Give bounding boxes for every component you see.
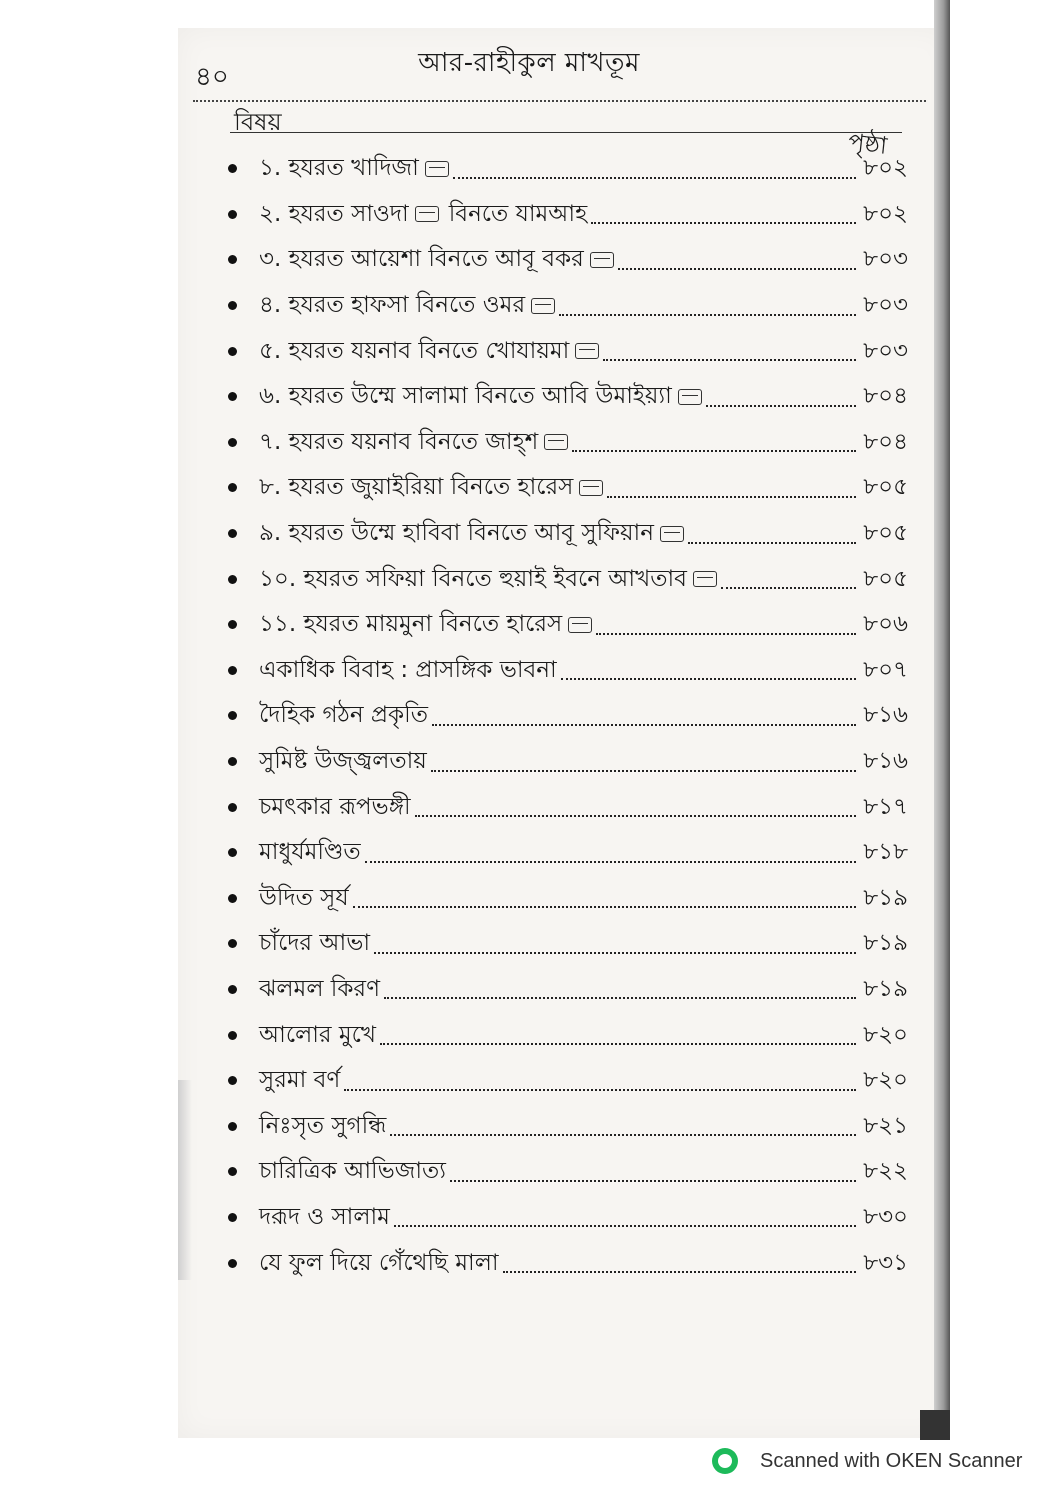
toc-entry: [228, 784, 908, 830]
toc-entry: [228, 830, 908, 876]
toc-entry-title-text: যে ফুল দিয়ে গেঁথেছি মালা: [259, 1249, 499, 1276]
toc-entry-title-text: চারিত্রিক আভিজাত্য: [259, 1158, 446, 1185]
toc-entry-title-text: সুরমা বর্ণ: [259, 1067, 341, 1094]
toc-entry-title-text: ১. হযরত খাদিজা: [259, 155, 419, 182]
toc-entry-page: ৮৩০: [863, 1203, 908, 1230]
dot-leader: [618, 250, 856, 270]
toc-entry-title: [259, 696, 428, 735]
toc-entry-page: ৮২১: [863, 1112, 908, 1139]
dot-leader: [353, 888, 856, 908]
toc-entry: [228, 876, 908, 922]
honorific-ligature-icon: [575, 343, 599, 359]
dot-leader: [591, 204, 856, 224]
toc-entry: [228, 1240, 908, 1286]
toc-entry-title: [259, 286, 555, 325]
dot-leader: [390, 1116, 856, 1136]
honorific-ligature-icon: [568, 617, 592, 633]
toc-entry-title: [259, 924, 370, 963]
toc-entry-title-text: দৈহিক গঠন প্রকৃতি: [259, 702, 428, 729]
toc-entry: [228, 420, 908, 466]
toc-entry-title: [259, 742, 427, 781]
bullet-icon: [228, 939, 237, 948]
toc-entry: [228, 556, 908, 602]
dot-leader: [559, 296, 856, 316]
toc-entry-title: [259, 651, 557, 690]
toc-entry-title: [259, 1107, 386, 1146]
table-of-contents: [228, 146, 908, 1286]
toc-entry-page: ৮০৩: [863, 246, 908, 273]
bullet-icon: [228, 392, 237, 401]
toc-entry-title: [259, 514, 684, 553]
toc-entry-title-text: নিঃসৃত সুগন্ধি: [259, 1112, 387, 1139]
toc-entry: [228, 283, 908, 329]
bullet-icon: [228, 575, 237, 584]
toc-entry: [228, 237, 908, 283]
dot-leader: [603, 341, 856, 361]
dot-leader: [380, 1025, 856, 1045]
toc-entry-page: ৮০৫: [863, 565, 908, 592]
toc-entry-title-text: মাধুর্যমণ্ডিত: [259, 839, 361, 866]
toc-entry: [228, 192, 908, 238]
bullet-icon: [228, 529, 237, 538]
dot-leader: [706, 387, 856, 407]
toc-entry-page: ৮২২: [863, 1158, 908, 1185]
bullet-icon: [228, 1167, 237, 1176]
toc-entry-title-text: চমৎকার রূপভঙ্গী: [259, 793, 411, 820]
toc-entry-title-text: ১০. হযরত সফিয়া বিনতে হুয়াই ইবনে আখতাব: [259, 565, 687, 592]
toc-entry: [228, 693, 908, 739]
toc-entry-title-text: ৮. হযরত জুয়াইরিয়া বিনতে হারেস: [259, 474, 574, 501]
dot-leader: [503, 1253, 856, 1273]
bullet-icon: [228, 894, 237, 903]
bullet-icon: [228, 803, 237, 812]
toc-entry-title: [259, 788, 411, 827]
toc-entry-title-text: দরূদ ও সালাম: [259, 1203, 390, 1230]
dot-leader: [450, 1162, 856, 1182]
toc-entry-title-text: ৭. হযরত যয়নাব বিনতে জাহ্‌শ: [259, 428, 539, 455]
toc-entry-page: ৮১৬: [863, 702, 908, 729]
toc-entry-page: ৮১৯: [863, 930, 908, 957]
dot-leader: [453, 159, 856, 179]
toc-entry-title-text: ঝলমল কিরণ: [259, 975, 380, 1002]
toc-entry-title-text: ২. হযরত সাওদা: [259, 200, 409, 227]
toc-entry-title-text: ৪. হযরত হাফসা বিনতে ওমর: [259, 292, 526, 319]
toc-entry-page: ৮২০: [863, 1021, 908, 1048]
toc-entry-page: ৮০২: [863, 155, 908, 182]
page-corner-shadow: [920, 1410, 950, 1440]
toc-entry-page: ৮৩১: [863, 1249, 908, 1276]
toc-entry-page: ৮১৯: [863, 884, 908, 911]
bullet-icon: [228, 1213, 237, 1222]
toc-entry-title-text: আলোর মুখে: [259, 1021, 376, 1048]
bullet-icon: [228, 164, 237, 173]
dot-leader: [561, 660, 856, 680]
toc-entry-title: [259, 332, 599, 371]
dot-leader: [365, 843, 856, 863]
toc-entry-page: ৮০২: [863, 200, 908, 227]
toc-entry-page: ৮০৫: [863, 520, 908, 547]
honorific-ligature-icon: [660, 526, 684, 542]
toc-entry-title: [259, 240, 614, 279]
bullet-icon: [228, 1031, 237, 1040]
honorific-ligature-icon: [415, 206, 439, 222]
toc-entry: [228, 967, 908, 1013]
toc-entry-page: ৮০৪: [863, 428, 908, 455]
toc-entry-title: [259, 560, 717, 599]
toc-entry-title-suffix: বিনতে যামআহ: [448, 200, 588, 227]
honorific-ligature-icon: [531, 298, 555, 314]
bullet-icon: [228, 711, 237, 720]
column-heading-subject: বিষয়: [234, 108, 282, 136]
toc-entry-title: [259, 149, 449, 188]
toc-entry-title-text: ৬. হযরত উম্মে সালামা বিনতে আবি উমাইয়্যা: [259, 383, 672, 410]
page-shadow: [178, 1080, 192, 1280]
toc-entry: [228, 374, 908, 420]
toc-entry: [228, 921, 908, 967]
toc-entry-title-text: সুমিষ্ট উজ্জ্বলতায়: [259, 748, 427, 775]
column-heading-page: পৃষ্ঠা: [846, 128, 889, 160]
bullet-icon: [228, 483, 237, 492]
bullet-icon: [228, 666, 237, 675]
page-edge: [934, 0, 950, 1440]
toc-entry-title-text: ৫. হযরত যয়নাব বিনতে খোযায়মা: [259, 337, 570, 364]
toc-entry: [228, 1012, 908, 1058]
bullet-icon: [228, 210, 237, 219]
toc-entry: [228, 602, 908, 648]
toc-entry-title-text: উদিত সূর্য: [259, 884, 349, 911]
toc-entry-title: [259, 1244, 499, 1283]
header-rule: [193, 100, 926, 102]
toc-entry-page: ৮০৬: [863, 611, 908, 638]
bullet-icon: [228, 1122, 237, 1131]
honorific-ligature-icon: [678, 389, 702, 405]
toc-entry: [228, 1058, 908, 1104]
toc-entry-title: [259, 970, 380, 1009]
bullet-icon: [228, 1076, 237, 1085]
bullet-icon: [228, 438, 237, 447]
toc-entry-title: [259, 377, 702, 416]
toc-entry-title: [259, 1061, 340, 1100]
toc-entry-title: [259, 1016, 376, 1055]
dot-leader: [394, 1207, 856, 1227]
toc-entry-title: [259, 605, 592, 644]
dot-leader: [572, 432, 856, 452]
toc-entry-page: ৮০৩: [863, 292, 908, 319]
toc-entry-title: [259, 1198, 390, 1237]
honorific-ligature-icon: [693, 571, 717, 587]
toc-entry-title: [259, 879, 349, 918]
running-title: আর-রাহীকুল মাখতূম: [418, 48, 640, 78]
honorific-ligature-icon: [579, 480, 603, 496]
bullet-icon: [228, 255, 237, 264]
toc-entry-page: ৮০৩: [863, 337, 908, 364]
toc-entry-page: ৮০৪: [863, 383, 908, 410]
scanner-logo-icon: [712, 1448, 738, 1474]
bullet-icon: [228, 985, 237, 994]
toc-entry: [228, 146, 908, 192]
column-heading-rule: [230, 132, 902, 133]
dot-leader: [688, 524, 856, 544]
honorific-ligature-icon: [590, 252, 614, 268]
toc-entry-title-text: চাঁদের আভা: [259, 930, 371, 957]
bullet-icon: [228, 757, 237, 766]
dot-leader: [607, 478, 856, 498]
toc-entry-page: ৮২০: [863, 1067, 908, 1094]
bullet-icon: [228, 848, 237, 857]
toc-entry-title: [259, 195, 587, 234]
toc-entry: [228, 1149, 908, 1195]
dot-leader: [596, 615, 856, 635]
toc-entry-page: ৮০৭: [863, 656, 908, 683]
toc-entry-title-text: ৯. হযরত উম্মে হাবিবা বিনতে আবূ সুফিয়ান: [259, 520, 654, 547]
toc-entry: [228, 328, 908, 374]
bullet-icon: [228, 620, 237, 629]
toc-entry-title: [259, 423, 568, 462]
bullet-icon: [228, 301, 237, 310]
dot-leader: [344, 1071, 856, 1091]
toc-entry-page: ৮০৫: [863, 474, 908, 501]
toc-entry-page: ৮১৮: [863, 839, 908, 866]
toc-entry-title-text: ১১. হযরত মায়মুনা বিনতে হারেস: [259, 611, 563, 638]
dot-leader: [384, 979, 856, 999]
toc-entry-page: ৮১৭: [863, 793, 908, 820]
toc-entry: [228, 511, 908, 557]
toc-entry-title: [259, 1152, 446, 1191]
toc-entry-title: [259, 833, 361, 872]
toc-entry-title-text: ৩. হযরত আয়েশা বিনতে আবূ বকর: [259, 246, 584, 273]
dot-leader: [432, 706, 856, 726]
honorific-ligature-icon: [425, 161, 449, 177]
dot-leader: [374, 934, 856, 954]
toc-entry-title-text: একাধিক বিবাহ : প্রাসঙ্গিক ভাবনা: [259, 656, 557, 683]
bullet-icon: [228, 347, 237, 356]
toc-entry: [228, 1195, 908, 1241]
dot-leader: [415, 797, 856, 817]
toc-entry: [228, 648, 908, 694]
toc-entry-page: ৮১৬: [863, 748, 908, 775]
toc-entry: [228, 1103, 908, 1149]
dot-leader: [431, 752, 856, 772]
bullet-icon: [228, 1259, 237, 1268]
toc-entry: [228, 465, 908, 511]
page-number: ৪০: [195, 62, 229, 92]
scanner-watermark: Scanned with OKEN Scanner: [760, 1450, 1023, 1472]
honorific-ligature-icon: [544, 434, 568, 450]
toc-entry-page: ৮১৯: [863, 975, 908, 1002]
toc-entry: [228, 739, 908, 785]
dot-leader: [721, 569, 856, 589]
toc-entry-title: [259, 468, 603, 507]
